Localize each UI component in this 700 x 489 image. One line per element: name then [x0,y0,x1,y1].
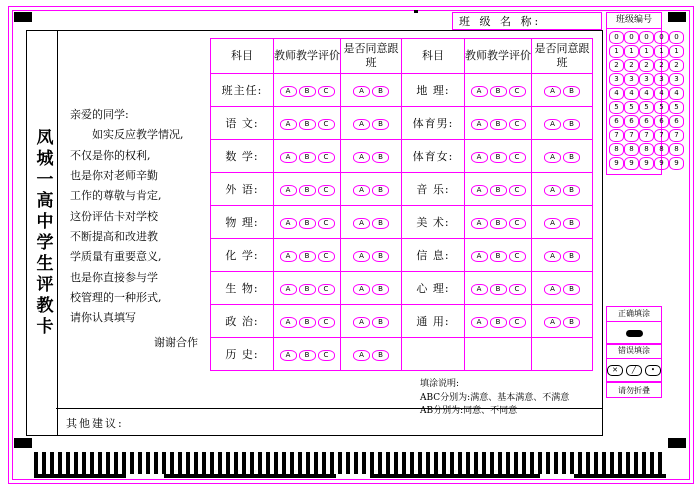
class-number-bubble[interactable]: 8 [669,143,684,156]
follow-class-bubbles[interactable] [532,239,593,272]
subject-label: 音 乐: [402,173,465,206]
teacher-eval-bubbles[interactable] [465,305,532,338]
follow-class-bubbles[interactable] [341,140,402,173]
answer-bubble-c[interactable]: C [318,152,335,163]
table-cell-empty [532,338,593,371]
letter-line: 校管理的一种形式, [70,291,162,305]
timing-barcode-strip [34,452,666,474]
subject-label: 语 文: [211,107,274,140]
class-number-bubble[interactable]: 8 [624,143,639,156]
corner-mark-bottom-right [668,438,686,448]
follow-class-bubbles[interactable] [532,74,593,107]
class-number-bubble[interactable]: 9 [654,157,669,170]
answer-bubble-c[interactable]: C [509,218,526,229]
teacher-eval-bubbles[interactable] [274,74,341,107]
answer-bubble-b[interactable]: B [490,218,507,229]
follow-class-bubbles[interactable] [341,305,402,338]
answer-bubble-b[interactable]: B [563,185,580,196]
class-number-bubble[interactable]: 4 [654,87,669,100]
cross-bubble-icon: ✕ [607,365,623,376]
answer-bubble-a[interactable]: A [280,350,297,361]
answer-bubble-a[interactable]: A [544,152,561,163]
subject-label: 外 语: [211,173,274,206]
follow-class-bubbles[interactable] [341,173,402,206]
teacher-eval-bubbles[interactable] [274,173,341,206]
subject-label: 政 治: [211,305,274,338]
answer-bubble-b[interactable]: B [372,218,389,229]
class-name-field[interactable] [452,12,602,30]
class-number-bubble[interactable]: 8 [654,143,669,156]
table-header-cell: 科目 [211,39,274,74]
teacher-eval-bubbles[interactable] [465,140,532,173]
answer-bubble-b[interactable]: B [563,251,580,262]
answer-bubble-a[interactable]: A [544,185,561,196]
answer-bubble-a[interactable]: A [471,152,488,163]
page-title: 凤城一高中学生评教卡 [32,128,53,338]
class-number-bubble[interactable]: 5 [669,101,684,114]
follow-class-bubbles[interactable] [532,206,593,239]
table-header-cell: 教师教学评价 [274,39,341,74]
class-number-bubble[interactable]: 5 [639,101,654,114]
answer-bubble-c[interactable]: C [509,185,526,196]
vertical-title-bar [26,30,58,436]
student-letter [70,105,200,353]
corner-mark-top-left [14,12,32,22]
fill-instructions-line: ABC分别为:满意、基本满意、不满意 [420,392,570,403]
answer-bubble-b[interactable]: B [299,317,316,328]
letter-line: 不断提高和改进教 [70,230,158,244]
class-number-bubble[interactable]: 5 [624,101,639,114]
filled-bubble-icon [626,330,643,337]
answer-bubble-b[interactable]: B [372,350,389,361]
class-number-bubble[interactable]: 6 [609,115,624,128]
class-number-bubble[interactable]: 9 [609,157,624,170]
answer-bubble-c[interactable]: C [318,251,335,262]
answer-bubble-c[interactable]: C [509,119,526,130]
answer-bubble-c[interactable]: C [318,119,335,130]
answer-bubble-a[interactable]: A [280,251,297,262]
answer-bubble-b[interactable]: B [563,218,580,229]
class-number-bubble[interactable]: 8 [639,143,654,156]
teacher-eval-bubbles[interactable] [465,239,532,272]
table-header-row [211,39,593,74]
class-number-bubble[interactable]: 6 [624,115,639,128]
correct-fill-sample [607,322,661,344]
answer-bubble-b[interactable]: B [299,218,316,229]
class-number-bubble[interactable]: 5 [654,101,669,114]
answer-bubble-b[interactable]: B [490,284,507,295]
answer-bubble-c[interactable]: C [318,218,335,229]
subject-label: 数 学: [211,140,274,173]
answer-bubble-b[interactable]: B [563,317,580,328]
table-row [211,107,593,140]
follow-class-bubbles[interactable] [532,173,593,206]
teacher-eval-bubbles[interactable] [465,74,532,107]
answer-bubble-a[interactable]: A [280,185,297,196]
class-number-column[interactable] [609,31,624,171]
class-number-bubble[interactable]: 2 [669,59,684,72]
answer-bubble-b[interactable]: B [299,251,316,262]
answer-bubble-a[interactable]: A [353,152,370,163]
class-number-bubble[interactable]: 9 [624,157,639,170]
teacher-eval-bubbles[interactable] [274,305,341,338]
answer-bubble-c[interactable]: C [509,152,526,163]
teacher-eval-bubbles[interactable] [465,272,532,305]
table-header-cell: 是否同意跟班 [532,39,593,74]
follow-class-bubbles[interactable] [341,272,402,305]
class-number-bubble[interactable]: 0 [654,31,669,44]
table-header-cell: 是否同意跟班 [341,39,402,74]
class-number-bubble[interactable]: 2 [654,59,669,72]
answer-bubble-a[interactable]: A [544,317,561,328]
class-number-bubble[interactable]: 6 [669,115,684,128]
answer-bubble-b[interactable]: B [372,185,389,196]
letter-line: 学质量有重要意义, [70,250,162,264]
answer-bubble-c[interactable]: C [318,185,335,196]
answer-bubble-b[interactable]: B [490,185,507,196]
answer-bubble-b[interactable]: B [490,317,507,328]
answer-bubble-a[interactable]: A [353,251,370,262]
class-number-bubble[interactable]: 4 [669,87,684,100]
wrong-fill-legend [606,343,662,382]
answer-bubble-a[interactable]: A [353,119,370,130]
class-number-bubble[interactable]: 1 [669,45,684,58]
answer-bubble-a[interactable]: A [544,251,561,262]
class-name-label: 班 级 名 称: [459,15,542,28]
class-number-column[interactable] [624,31,639,171]
evaluation-table[interactable] [210,38,593,371]
teacher-eval-bubbles[interactable] [465,173,532,206]
follow-class-bubbles[interactable] [341,206,402,239]
answer-bubble-a[interactable]: A [471,185,488,196]
table-header-cell: 科目 [402,39,465,74]
class-number-column[interactable] [669,31,684,171]
class-number-bubble[interactable]: 4 [639,87,654,100]
teacher-eval-bubbles[interactable] [274,206,341,239]
answer-bubble-a[interactable]: A [280,86,297,97]
class-number-bubble[interactable]: 3 [624,73,639,86]
class-number-bubble[interactable]: 3 [654,73,669,86]
class-number-bubble[interactable]: 7 [669,129,684,142]
follow-class-bubbles[interactable] [532,107,593,140]
timing-mark-top [414,10,418,13]
class-number-bubble[interactable]: 2 [609,59,624,72]
class-number-bubble[interactable]: 4 [624,87,639,100]
follow-class-bubbles[interactable] [341,74,402,107]
subject-label: 地 理: [402,74,465,107]
table-row [211,206,593,239]
subject-label: 通 用: [402,305,465,338]
answer-bubble-b[interactable]: B [490,86,507,97]
follow-class-bubbles[interactable] [341,239,402,272]
answer-bubble-b[interactable]: B [372,284,389,295]
subject-label: 体育女: [402,140,465,173]
corner-mark-bottom-left [14,438,32,448]
wrong-fill-sample [607,359,661,381]
class-number-column[interactable] [654,31,669,171]
correct-fill-title: 正确填涂 [607,307,661,322]
table-row [211,272,593,305]
teacher-eval-bubbles[interactable] [274,272,341,305]
teacher-eval-bubbles[interactable] [274,239,341,272]
answer-bubble-a[interactable]: A [471,218,488,229]
subject-label: 生 物: [211,272,274,305]
table-row [211,338,593,371]
follow-class-bubbles[interactable] [341,338,402,371]
class-number-bubble[interactable]: 7 [624,129,639,142]
slash-bubble-icon: ╱ [626,365,642,376]
teacher-eval-bubbles[interactable] [465,206,532,239]
subject-label: 信 息: [402,239,465,272]
class-number-block[interactable] [606,12,679,175]
letter-line: 这份评估卡对学校 [70,209,158,223]
letter-thanks: 谢谢合作 [154,335,198,349]
subject-label: 班主任: [211,74,274,107]
answer-bubble-b[interactable]: B [563,152,580,163]
answer-bubble-a[interactable]: A [280,218,297,229]
answer-bubble-a[interactable]: A [353,86,370,97]
class-number-bubble[interactable]: 3 [639,73,654,86]
table-row [211,74,593,107]
subject-label: 心 理: [402,272,465,305]
follow-class-bubbles[interactable] [532,305,593,338]
class-number-bubble[interactable]: 6 [639,115,654,128]
subject-label: 化 学: [211,239,274,272]
table-row [211,305,593,338]
subject-label: 物 理: [211,206,274,239]
class-number-bubble[interactable]: 7 [654,129,669,142]
other-suggestions-area[interactable] [56,408,602,434]
class-number-bubble[interactable]: 0 [669,31,684,44]
teacher-eval-bubbles[interactable] [274,140,341,173]
answer-bubble-c[interactable]: C [318,317,335,328]
class-number-bubble[interactable]: 6 [654,115,669,128]
class-number-title: 班级编号 [607,13,661,29]
answer-bubble-b[interactable]: B [299,86,316,97]
fill-instructions-line: AB分别为:同意、不同意 [420,406,518,416]
answer-bubble-a[interactable]: A [353,218,370,229]
answer-bubble-a[interactable]: A [544,86,561,97]
answer-bubble-b[interactable]: B [372,251,389,262]
class-number-bubble[interactable]: 2 [624,59,639,72]
subject-label: 历 史: [211,338,274,371]
class-number-bubble[interactable]: 3 [669,73,684,86]
answer-bubble-b[interactable]: B [372,119,389,130]
answer-bubble-b[interactable]: B [299,350,316,361]
answer-bubble-a[interactable]: A [471,251,488,262]
answer-bubble-b[interactable]: B [299,284,316,295]
follow-class-bubbles[interactable] [532,140,593,173]
class-number-bubble[interactable]: 1 [609,45,624,58]
answer-bubble-a[interactable]: A [280,119,297,130]
barcode-gap [126,474,164,478]
other-suggestions-label: 其他建议: [66,417,124,430]
no-fold-note: 请勿折叠 [606,382,662,398]
answer-bubble-b[interactable]: B [372,152,389,163]
barcode-gap [540,474,574,478]
answer-bubble-a[interactable]: A [544,119,561,130]
class-number-bubble[interactable]: 0 [609,31,624,44]
class-number-bubble[interactable]: 4 [609,87,624,100]
letter-line: 也是你直接参与学 [70,270,158,284]
table-row [211,140,593,173]
answer-bubble-c[interactable]: C [318,284,335,295]
answer-bubble-b[interactable]: B [490,152,507,163]
letter-line: 请你认真填写 [70,311,136,325]
table-cell-empty [465,338,532,371]
answer-bubble-b[interactable]: B [563,284,580,295]
subject-label: 体育男: [402,107,465,140]
answer-bubble-b[interactable]: B [299,152,316,163]
follow-class-bubbles[interactable] [532,272,593,305]
answer-bubble-b[interactable]: B [299,119,316,130]
class-number-bubble[interactable]: 1 [654,45,669,58]
answer-bubble-a[interactable]: A [471,86,488,97]
teacher-eval-bubbles[interactable] [274,107,341,140]
answer-bubble-a[interactable]: A [280,152,297,163]
answer-bubble-b[interactable]: B [490,251,507,262]
class-number-grid[interactable] [607,29,679,174]
answer-bubble-a[interactable]: A [353,317,370,328]
barcode-gap [336,474,370,478]
subject-label [402,338,465,371]
answer-bubble-a[interactable]: A [280,284,297,295]
class-number-bubble[interactable]: 2 [639,59,654,72]
answer-bubble-b[interactable]: B [563,86,580,97]
class-number-bubble[interactable]: 5 [609,101,624,114]
class-number-column[interactable] [639,31,654,171]
letter-line: 不仅是你的权利, [70,148,151,162]
class-number-bubble[interactable]: 0 [624,31,639,44]
answer-bubble-b[interactable]: B [563,119,580,130]
answer-bubble-a[interactable]: A [353,185,370,196]
follow-class-bubbles[interactable] [341,107,402,140]
answer-bubble-c[interactable]: C [318,86,335,97]
teacher-eval-bubbles[interactable] [465,107,532,140]
class-number-bubble[interactable]: 3 [609,73,624,86]
answer-bubble-b[interactable]: B [372,317,389,328]
class-number-bubble[interactable]: 7 [639,129,654,142]
answer-bubble-a[interactable]: A [353,350,370,361]
class-number-bubble[interactable]: 9 [639,157,654,170]
correct-fill-legend [606,306,662,345]
letter-line: 也是你对老师辛勤 [70,169,158,183]
class-number-bubble[interactable]: 0 [639,31,654,44]
answer-bubble-b[interactable]: B [299,185,316,196]
answer-bubble-a[interactable]: A [544,284,561,295]
letter-greeting: 亲爱的同学: [70,108,129,121]
answer-bubble-c[interactable]: C [509,284,526,295]
letter-line: 如实反应教学情况, [92,128,184,142]
answer-bubble-c[interactable]: C [509,86,526,97]
class-number-bubble[interactable]: 7 [609,129,624,142]
answer-bubble-c[interactable]: C [318,350,335,361]
class-number-bubble[interactable]: 8 [609,143,624,156]
answer-bubble-c[interactable]: C [509,317,526,328]
answer-bubble-a[interactable]: A [353,284,370,295]
answer-bubble-c[interactable]: C [509,251,526,262]
corner-mark-top-right [668,12,686,22]
fill-instructions-title: 填涂说明: [420,379,460,389]
answer-bubble-a[interactable]: A [471,317,488,328]
teacher-eval-bubbles[interactable] [274,338,341,371]
table-header-cell: 教师教学评价 [465,39,532,74]
table-row [211,173,593,206]
dot-bubble-icon: • [645,365,661,376]
class-number-bubble[interactable]: 9 [669,157,684,170]
table-row [211,239,593,272]
answer-bubble-a[interactable]: A [544,218,561,229]
wrong-fill-title: 错误填涂 [607,344,661,359]
answer-bubble-a[interactable]: A [280,317,297,328]
answer-bubble-a[interactable]: A [471,119,488,130]
letter-line: 工作的尊敬与肯定, [70,189,162,203]
answer-bubble-b[interactable]: B [490,119,507,130]
subject-label: 美 术: [402,206,465,239]
class-number-bubble[interactable]: 1 [639,45,654,58]
answer-bubble-a[interactable]: A [471,284,488,295]
answer-bubble-b[interactable]: B [372,86,389,97]
class-number-bubble[interactable]: 1 [624,45,639,58]
